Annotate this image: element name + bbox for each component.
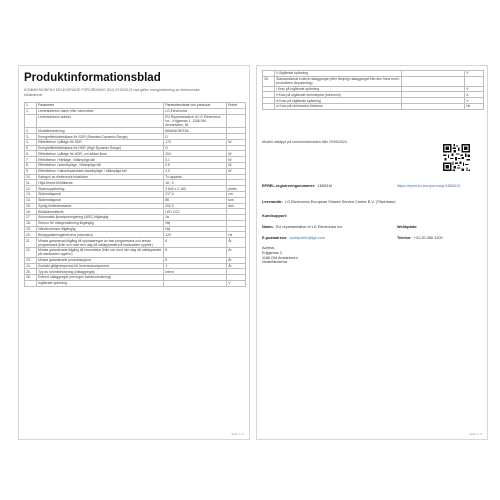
row-number: 22. bbox=[25, 247, 37, 257]
parameter-table-continued bbox=[262, 70, 484, 110]
row-number: 17. bbox=[25, 215, 37, 221]
row-value: EU Representative of LG Electronics Inc., Krijgsman 1, 1186 DM Amstelveen, NL bbox=[164, 114, 227, 128]
row-value: 120 bbox=[164, 232, 227, 238]
row-parameter: Typ av strömförsörjning (nätaggregat) bbox=[37, 269, 164, 275]
row-parameter: Minsta garanterade tillgång till reservdelar (från och med den dag då utsläppandet på marknaden upphör) bbox=[37, 247, 164, 257]
row-number: 9. bbox=[25, 168, 37, 174]
row-parameter: Effektbehov i standbyläge, i tillämpliga fall bbox=[37, 163, 164, 169]
row-unit: pixels bbox=[227, 186, 246, 192]
row-parameter: Energieffektivitetsklass för SDR (Standard Dynamic Range) bbox=[37, 134, 164, 140]
table-row bbox=[25, 280, 246, 286]
address-line: 1186 DM Amstelveen bbox=[262, 255, 298, 260]
email-row bbox=[262, 236, 392, 241]
row-parameter: Effektbehov i påläge för SDR bbox=[37, 139, 164, 145]
address-block bbox=[262, 246, 298, 265]
row-value: Tv-apparat bbox=[164, 174, 227, 180]
row-unit: tum bbox=[227, 197, 246, 203]
row-parameter: i Krav på ingående spänning bbox=[275, 86, 402, 92]
row-number: 10. bbox=[25, 174, 37, 180]
page-title: Produktinformationsblad bbox=[24, 72, 161, 84]
supplier-label: Leverantör: bbox=[262, 200, 283, 204]
address-line: Nederländerna bbox=[262, 260, 288, 265]
row-value: 217,4 bbox=[164, 191, 227, 197]
row-number: 7. bbox=[25, 157, 37, 163]
row-parameter: Skärmdiagonal bbox=[37, 197, 164, 203]
row-value bbox=[402, 76, 465, 86]
header-value: Parametervärde och precision bbox=[164, 103, 227, 109]
header-parameter: Parameter bbox=[37, 103, 164, 109]
row-number: 23. bbox=[25, 257, 37, 263]
eprel-note bbox=[262, 140, 347, 145]
row-number: 19. bbox=[25, 226, 37, 232]
row-value: Nej bbox=[164, 220, 227, 226]
datasheet-page-2 bbox=[256, 65, 488, 440]
row-parameter: Externt nätaggregat (om ingen fabriksutrustning) bbox=[37, 275, 164, 281]
table-row bbox=[25, 114, 246, 128]
row-number: 15. bbox=[25, 203, 37, 209]
row-unit: År bbox=[227, 257, 246, 263]
row-value: G bbox=[164, 145, 227, 151]
row-parameter: Modellbeteckning bbox=[37, 128, 164, 134]
row-unit: År bbox=[227, 247, 246, 257]
row-parameter: Synlig bildskärmsarea bbox=[37, 203, 164, 209]
website-row bbox=[397, 225, 417, 230]
row-parameter: Standardiserat externt nätaggregat (eller lämpligt nätaggregat från den finns med i produktens förpackning) bbox=[275, 76, 402, 86]
row-number: 26. bbox=[25, 275, 37, 281]
row-parameter: Skärmupplösning bbox=[37, 186, 164, 192]
contact-name-row bbox=[262, 225, 402, 230]
row-value: 86 bbox=[164, 197, 227, 203]
phone-row bbox=[397, 236, 443, 241]
datasheet-page-1 bbox=[18, 65, 250, 440]
table-row bbox=[263, 103, 484, 109]
row-number: 1. bbox=[25, 108, 37, 114]
row-parameter: Skärmdiagonal bbox=[37, 191, 164, 197]
row-value: Ja bbox=[164, 215, 227, 221]
row-value: 8 bbox=[164, 247, 227, 257]
row-unit: A bbox=[465, 92, 484, 98]
row-number: 18. bbox=[25, 220, 37, 226]
row-parameter: Höjd-bredd-förhållande bbox=[37, 180, 164, 186]
row-parameter: Ingående spänning bbox=[37, 280, 164, 286]
eprel-label: EPREL-registreringsnummer: bbox=[262, 184, 316, 188]
row-number: 24. bbox=[25, 263, 37, 269]
row-number: 25. bbox=[25, 269, 37, 275]
row-number: 6. bbox=[25, 151, 37, 157]
table-row bbox=[25, 238, 246, 248]
row-value: 0,5 bbox=[164, 163, 227, 169]
row-value: 264 bbox=[164, 151, 227, 157]
row-parameter: iv Krav på strömmens frekvens bbox=[275, 103, 402, 109]
row-unit: V bbox=[465, 98, 484, 104]
row-number bbox=[25, 280, 37, 286]
row-unit: W bbox=[227, 157, 246, 163]
row-parameter: Automatisk ljusstyrkereglering (ABC) tillgänglig bbox=[37, 215, 164, 221]
phone-value: +31-20-456 3100 bbox=[413, 236, 443, 240]
header-unit: Enhet bbox=[227, 103, 246, 109]
row-value: 8 bbox=[164, 257, 227, 263]
row-unit: cm bbox=[227, 191, 246, 197]
row-value bbox=[402, 103, 465, 109]
row-parameter: Effektbehov i påläge för HDR, om sådan finns bbox=[37, 151, 164, 157]
row-value bbox=[164, 280, 227, 286]
row-parameter: ii Utgående spänning bbox=[275, 71, 402, 77]
row-number: 20. bbox=[25, 232, 37, 238]
row-number: 16. bbox=[25, 209, 37, 215]
row-number: 26. bbox=[263, 76, 275, 86]
page-footer: Sida 2 / 2 bbox=[469, 432, 482, 436]
row-number: 3. bbox=[25, 134, 37, 140]
row-value: 1 bbox=[164, 263, 227, 269]
row-value: 16 : 9 bbox=[164, 180, 227, 186]
row-parameter: Kontakt giltighetsperiod för leveranskomponent bbox=[37, 263, 164, 269]
qr-code-icon[interactable] bbox=[442, 143, 471, 172]
row-number: 21. bbox=[25, 238, 37, 248]
row-value: 3 840 x 2 160 bbox=[164, 186, 227, 192]
row-value: LED LCD bbox=[164, 209, 227, 215]
row-value: 8 bbox=[164, 238, 227, 248]
address-line: Krijgsman 1 bbox=[262, 250, 283, 255]
row-value: Intern bbox=[164, 269, 227, 275]
row-number: 5. bbox=[25, 145, 37, 151]
row-unit: W bbox=[227, 139, 246, 145]
row-parameter: Minsta garanterade produktsupport bbox=[37, 257, 164, 263]
row-value: 0,1 bbox=[164, 157, 227, 163]
supplier-name: LG Electronics European Shared Service Center B.V. (Tillverkare) bbox=[285, 200, 396, 204]
row-parameter: iii Krav på utgående spänning bbox=[275, 98, 402, 104]
row-value: 2,0 bbox=[164, 168, 227, 174]
row-parameter: Sensor för röstigenkänning tillgänglig bbox=[37, 220, 164, 226]
row-unit: V bbox=[465, 86, 484, 92]
eprel-number: 1865310 bbox=[317, 184, 333, 188]
table-row bbox=[263, 76, 484, 86]
table-row bbox=[25, 247, 246, 257]
row-unit bbox=[465, 76, 484, 86]
row-parameter: Kategori av elektronisk bildskärm bbox=[37, 174, 164, 180]
row-number: 13. bbox=[25, 191, 37, 197]
market-date-note: Modell utsläppt på unionsmarknaden från 29/05/2024 bbox=[262, 140, 347, 144]
row-value: LG Electronics bbox=[164, 108, 227, 114]
row-parameter: Effektbehov i frånläge, i tillämpliga fall bbox=[37, 157, 164, 163]
contact-name: EU representative of LG Electronics Inc bbox=[275, 225, 343, 229]
website-label: Webbplats: bbox=[397, 225, 418, 229]
row-number: 14. bbox=[25, 197, 37, 203]
row-value: G bbox=[164, 134, 227, 140]
row-parameter: Leverantörens namn eller varumärke bbox=[37, 108, 164, 114]
row-unit: W bbox=[227, 151, 246, 157]
row-parameter: ii Krav på utgående strömstyrka (minimum) bbox=[275, 92, 402, 98]
row-value: 202,3 bbox=[164, 203, 227, 209]
row-unit: V bbox=[227, 280, 246, 286]
row-number bbox=[263, 103, 275, 109]
row-number: 12. bbox=[25, 186, 37, 192]
row-number: 4. bbox=[25, 139, 37, 145]
page-footer: Sida 1 / 2 bbox=[231, 432, 244, 436]
header-no: 1 bbox=[25, 103, 37, 109]
row-value: 170 bbox=[164, 139, 227, 145]
customer-support-heading: Kundsupport: bbox=[262, 214, 288, 218]
row-parameter: Leverantörens adress bbox=[37, 114, 164, 128]
phone-label: Telefon: bbox=[397, 236, 412, 240]
parameter-table bbox=[24, 102, 246, 287]
row-unit: År bbox=[227, 263, 246, 269]
row-parameter: Effektbehov i nätverksanslutet standbyläge, i tillämpliga fall bbox=[37, 168, 164, 174]
regulation-subtitle: KOMMISSIONENS DELEGERADE FÖRORDNING (EU) 2019/2013 vad gäller energimärkning av elektroniska bildskärmar bbox=[24, 88, 200, 97]
row-unit: Hz bbox=[465, 103, 484, 109]
row-unit: Hz bbox=[227, 232, 246, 238]
row-number bbox=[25, 114, 37, 128]
row-number: 11. bbox=[25, 180, 37, 186]
row-parameter: Bilduppdateringsfrekvens (standard) bbox=[37, 232, 164, 238]
row-unit: År bbox=[227, 238, 246, 248]
row-parameter: Bildskärmsteknik bbox=[37, 209, 164, 215]
name-label: Namn: bbox=[262, 225, 274, 229]
row-parameter: Minsta garanterad tillgång till uppdateringar av fast programvara och annan programvara (från och med den dag då utsläppandet på marknaden upphör) bbox=[37, 238, 164, 248]
row-unit bbox=[227, 114, 246, 128]
row-value: 86NANO80T6A bbox=[164, 128, 227, 134]
address-label: Adress: bbox=[262, 246, 275, 250]
eprel-link[interactable]: https://eprel.ec.europa.eu/qr/1865310 bbox=[397, 184, 461, 188]
row-parameter: Energieffektivitetsklass för HDR (High Dynamic Range) bbox=[37, 145, 164, 151]
row-parameter: Närvarosensor tillgänglig bbox=[37, 226, 164, 232]
row-unit: W bbox=[227, 168, 246, 174]
supplier-row bbox=[262, 200, 482, 205]
email-label: E-postadress: bbox=[262, 236, 288, 240]
email-link[interactable]: eprelpublic@lge.com bbox=[289, 236, 325, 240]
row-number: 8. bbox=[25, 163, 37, 169]
row-unit: dm² bbox=[227, 203, 246, 209]
row-number: 2. bbox=[25, 128, 37, 134]
row-unit: V bbox=[465, 71, 484, 77]
row-unit: W bbox=[227, 163, 246, 169]
row-value: Nej bbox=[164, 226, 227, 232]
